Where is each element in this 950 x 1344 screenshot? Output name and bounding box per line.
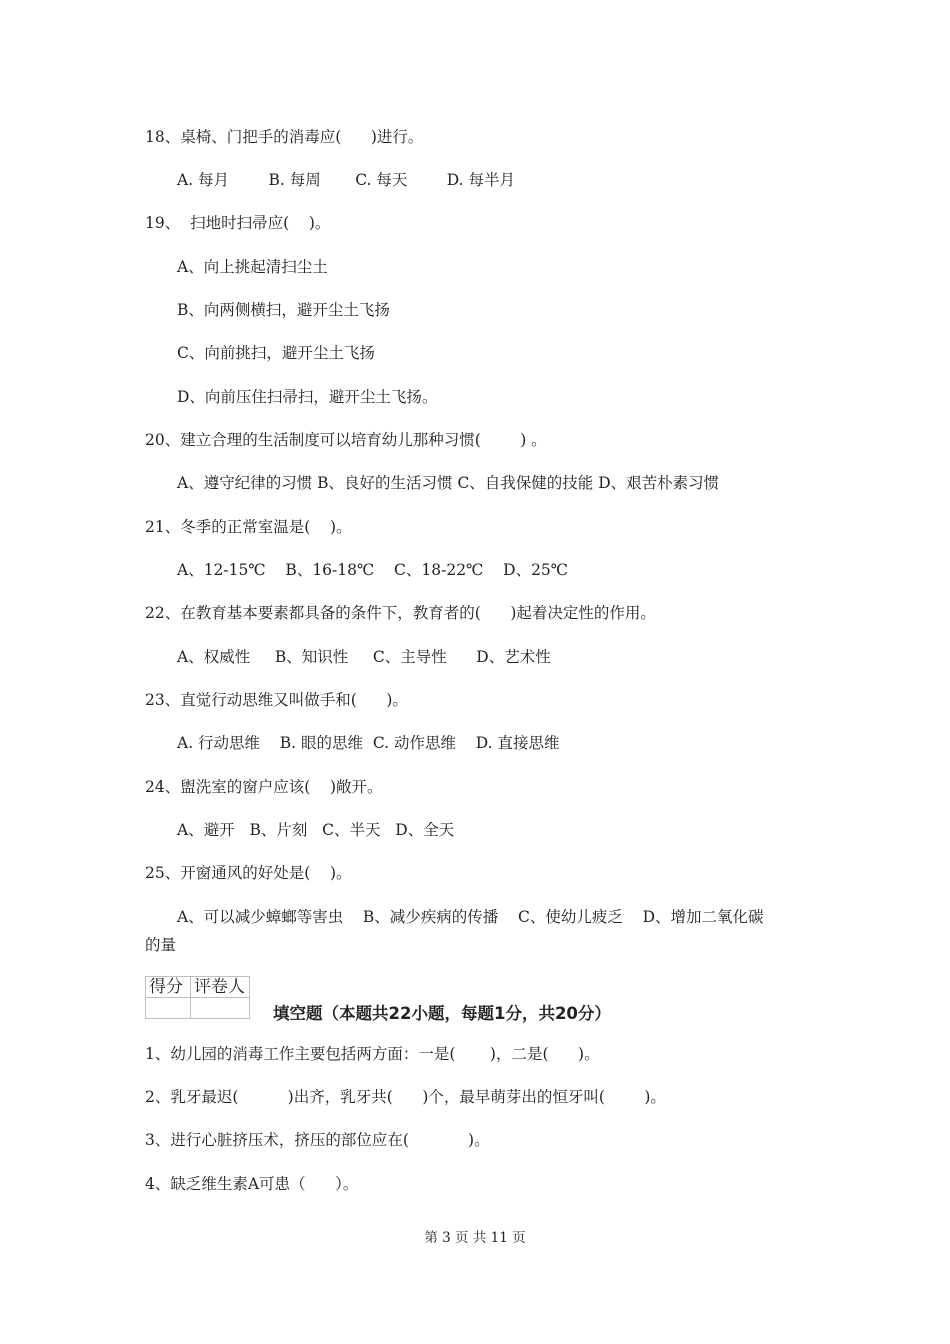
question-25-stem: 25、开窗通风的好处是( )。 <box>145 864 352 882</box>
fill-question-4: 4、缺乏维生素A可患（ ）。 <box>145 1175 359 1193</box>
question-22-options: A、权威性 B、知识性 C、主导性 D、艺术性 <box>177 648 551 666</box>
section-title: 填空题（本题共22小题，每题1分，共20分） <box>273 1004 611 1023</box>
question-20-stem: 20、建立合理的生活制度可以培育幼儿那种习惯( ) 。 <box>145 431 547 449</box>
question-23-options: A. 行动思维 B. 眼的思维 C. 动作思维 D. 直接思维 <box>177 734 560 752</box>
question-19-option-d: D、向前压住扫帚扫，避开尘土飞扬。 <box>177 388 438 406</box>
question-18-stem: 18、桌椅、门把手的消毒应( )进行。 <box>145 128 424 146</box>
grader-cell <box>191 998 250 1019</box>
question-19-option-b: B、向两侧横扫，避开尘土飞扬 <box>177 301 390 319</box>
question-18-options: A. 每月 B. 每周 C. 每天 D. 每半月 <box>177 171 516 189</box>
question-19-stem: 19、 扫地时扫帚应( )。 <box>145 214 331 232</box>
question-21-options: A、12-15℃ B、16-18℃ C、18-22℃ D、25℃ <box>177 561 569 579</box>
fill-question-2: 2、乳牙最迟( )出齐，乳牙共( )个，最早萌芽出的恒牙叫( )。 <box>145 1088 666 1106</box>
question-25-options-line1: A、可以减少蟑螂等害虫 B、减少疾病的传播 C、使幼儿疲乏 D、增加二氧化碳 <box>177 908 764 926</box>
question-25-options-line2: 的量 <box>145 936 177 954</box>
fill-question-1: 1、幼儿园的消毒工作主要包括两方面：一是( )，二是( )。 <box>145 1045 600 1063</box>
question-19-option-a: A、向上挑起清扫尘土 <box>177 258 328 276</box>
score-cell <box>146 998 191 1019</box>
question-22-stem: 22、在教育基本要素都具备的条件下，教育者的( )起着决定性的作用。 <box>145 604 656 622</box>
question-20-options: A、遵守纪律的习惯 B、良好的生活习惯 C、自我保健的技能 D、艰苦朴素习惯 <box>177 474 720 492</box>
score-table <box>145 976 250 1019</box>
fill-question-3: 3、进行心脏挤压术，挤压的部位应在( )。 <box>145 1131 490 1149</box>
question-24-options: A、避开 B、片刻 C、半天 D、全天 <box>177 821 455 839</box>
question-23-stem: 23、直觉行动思维又叫做手和( )。 <box>145 691 408 709</box>
score-header: 得分 <box>146 977 191 998</box>
question-19-option-c: C、向前挑扫，避开尘土飞扬 <box>177 344 375 362</box>
question-21-stem: 21、冬季的正常室温是( )。 <box>145 518 352 536</box>
grader-header: 评卷人 <box>191 977 250 998</box>
page-footer: 第 3 页 共 11 页 <box>424 1230 526 1246</box>
question-24-stem: 24、盥洗室的窗户应该( )敞开。 <box>145 778 383 796</box>
